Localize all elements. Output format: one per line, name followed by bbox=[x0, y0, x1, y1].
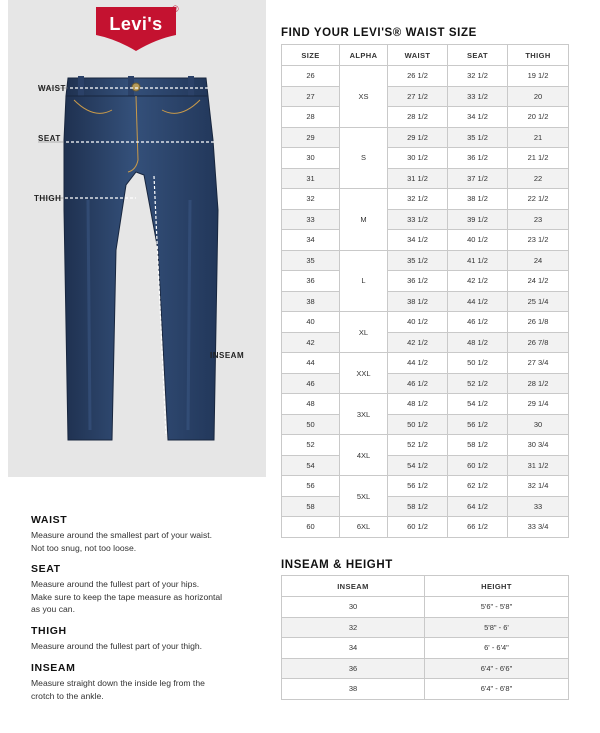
seat-cell: 58 1/2 bbox=[448, 435, 508, 456]
seat-cell: 41 1/2 bbox=[448, 250, 508, 271]
waist-cell: 31 1/2 bbox=[388, 168, 448, 189]
seat-cell: 34 1/2 bbox=[448, 107, 508, 128]
table-row bbox=[282, 638, 569, 659]
alpha-cell: M bbox=[340, 189, 388, 251]
inseam-cell: 32 bbox=[282, 617, 425, 638]
waist-cell: 30 1/2 bbox=[388, 148, 448, 169]
table-row bbox=[282, 679, 569, 700]
waist-cell: 29 1/2 bbox=[388, 127, 448, 148]
seat-cell: 37 1/2 bbox=[448, 168, 508, 189]
logo-wordmark: Levi's bbox=[109, 14, 163, 34]
waist-description-line: Not too snug, not too loose. bbox=[31, 542, 137, 553]
thigh-cell: 32 1/4 bbox=[508, 476, 569, 497]
jeans-figure-panel bbox=[8, 0, 266, 477]
inseam-description-line: crotch to the ankle. bbox=[31, 690, 104, 701]
waist-cell: 52 1/2 bbox=[388, 435, 448, 456]
waist-figure-label: WAIST bbox=[38, 84, 66, 93]
thigh-cell: 33 3/4 bbox=[508, 517, 569, 538]
waist-cell: 34 1/2 bbox=[388, 230, 448, 251]
height-cell: 5'6" - 5'8" bbox=[425, 597, 569, 618]
inseam-table-header-row bbox=[282, 576, 569, 597]
height-cell: 6' - 6'4" bbox=[425, 638, 569, 659]
table-row bbox=[282, 230, 569, 251]
thigh-cell: 19 1/2 bbox=[508, 66, 569, 87]
alpha-cell: 3XL bbox=[340, 394, 388, 435]
seat-description-line: Make sure to keep the tape measure as horizontal bbox=[31, 591, 223, 602]
table-row bbox=[282, 332, 569, 353]
seat-cell: 52 1/2 bbox=[448, 373, 508, 394]
alpha-cell: XS bbox=[340, 66, 388, 128]
waist-cell: 28 1/2 bbox=[388, 107, 448, 128]
thigh-cell: 24 bbox=[508, 250, 569, 271]
size-cell: 38 bbox=[282, 291, 340, 312]
seat-cell: 40 1/2 bbox=[448, 230, 508, 251]
table-row bbox=[282, 127, 569, 148]
alpha-cell: XXL bbox=[340, 353, 388, 394]
size-cell: 54 bbox=[282, 455, 340, 476]
header-inseam: INSEAM bbox=[282, 576, 425, 597]
alpha-cell: 4XL bbox=[340, 435, 388, 476]
seat-cell: 64 1/2 bbox=[448, 496, 508, 517]
size-cell: 30 bbox=[282, 148, 340, 169]
waist-cell: 44 1/2 bbox=[388, 353, 448, 374]
table-row bbox=[282, 66, 569, 87]
size-cell: 42 bbox=[282, 332, 340, 353]
seat-cell: 50 1/2 bbox=[448, 353, 508, 374]
table-row bbox=[282, 455, 569, 476]
size-cell: 29 bbox=[282, 127, 340, 148]
header-alpha: ALPHA bbox=[340, 45, 388, 66]
seat-cell: 66 1/2 bbox=[448, 517, 508, 538]
waist-cell: 58 1/2 bbox=[388, 496, 448, 517]
alpha-cell: 5XL bbox=[340, 476, 388, 517]
size-cell: 33 bbox=[282, 209, 340, 230]
seat-cell: 60 1/2 bbox=[448, 455, 508, 476]
thigh-cell: 21 1/2 bbox=[508, 148, 569, 169]
inseam-description-line: Measure straight down the inside leg from the bbox=[31, 678, 205, 688]
seat-cell: 56 1/2 bbox=[448, 414, 508, 435]
table-row bbox=[282, 250, 569, 271]
table-row bbox=[282, 107, 569, 128]
waist-description-title: WAIST bbox=[31, 514, 68, 526]
waist-size-table bbox=[281, 44, 569, 538]
alpha-cell: S bbox=[340, 127, 388, 189]
table-row bbox=[282, 496, 569, 517]
waist-cell: 48 1/2 bbox=[388, 394, 448, 415]
thigh-cell: 20 bbox=[508, 86, 569, 107]
thigh-cell: 28 1/2 bbox=[508, 373, 569, 394]
waist-cell: 32 1/2 bbox=[388, 189, 448, 210]
inseam-figure-label: INSEAM bbox=[210, 351, 245, 360]
thigh-cell: 24 1/2 bbox=[508, 271, 569, 292]
seat-cell: 39 1/2 bbox=[448, 209, 508, 230]
inseam-cell: 34 bbox=[282, 638, 425, 659]
inseam-table-body bbox=[282, 597, 569, 700]
alpha-cell: 6XL bbox=[340, 517, 388, 538]
inseam-table-title: INSEAM & HEIGHT bbox=[281, 559, 393, 571]
alpha-cell: XL bbox=[340, 312, 388, 353]
size-cell: 31 bbox=[282, 168, 340, 189]
seat-cell: 54 1/2 bbox=[448, 394, 508, 415]
thigh-description-title: THIGH bbox=[31, 625, 67, 637]
waist-cell: 54 1/2 bbox=[388, 455, 448, 476]
waist-table-header-row bbox=[282, 45, 569, 66]
size-cell: 44 bbox=[282, 353, 340, 374]
table-row bbox=[282, 148, 569, 169]
header-waist: WAIST bbox=[388, 45, 448, 66]
table-row bbox=[282, 476, 569, 497]
waist-cell: 38 1/2 bbox=[388, 291, 448, 312]
waist-cell: 56 1/2 bbox=[388, 476, 448, 497]
table-row bbox=[282, 168, 569, 189]
size-cell: 27 bbox=[282, 86, 340, 107]
thigh-description-line: Measure around the fullest part of your thigh. bbox=[31, 641, 203, 651]
waist-cell: 36 1/2 bbox=[388, 271, 448, 292]
height-cell: 6'4" - 6'8" bbox=[425, 679, 569, 700]
table-row bbox=[282, 373, 569, 394]
table-row bbox=[282, 312, 569, 333]
seat-description-title: SEAT bbox=[31, 563, 61, 575]
thigh-cell: 29 1/4 bbox=[508, 394, 569, 415]
waist-description bbox=[31, 514, 251, 554]
table-row bbox=[282, 414, 569, 435]
seat-description-line: Measure around the fullest part of your hips. bbox=[31, 579, 200, 589]
seat-cell: 42 1/2 bbox=[448, 271, 508, 292]
table-row bbox=[282, 597, 569, 618]
seat-cell: 62 1/2 bbox=[448, 476, 508, 497]
thigh-cell: 30 3/4 bbox=[508, 435, 569, 456]
seat-description-line: as you can. bbox=[31, 604, 75, 614]
size-cell: 58 bbox=[282, 496, 340, 517]
height-cell: 5'8" - 6' bbox=[425, 617, 569, 638]
thigh-cell: 21 bbox=[508, 127, 569, 148]
header-height: HEIGHT bbox=[425, 576, 569, 597]
thigh-cell: 20 1/2 bbox=[508, 107, 569, 128]
size-cell: 28 bbox=[282, 107, 340, 128]
thigh-cell: 22 bbox=[508, 168, 569, 189]
size-cell: 50 bbox=[282, 414, 340, 435]
thigh-figure-label: THIGH bbox=[34, 194, 62, 203]
thigh-cell: 23 bbox=[508, 209, 569, 230]
jeans-illustration bbox=[8, 0, 266, 477]
seat-figure-label: SEAT bbox=[38, 134, 61, 143]
inseam-height-table bbox=[281, 575, 569, 700]
thigh-cell: 26 7/8 bbox=[508, 332, 569, 353]
table-row bbox=[282, 617, 569, 638]
waist-cell: 60 1/2 bbox=[388, 517, 448, 538]
seat-cell: 32 1/2 bbox=[448, 66, 508, 87]
inseam-description bbox=[31, 662, 251, 702]
waist-cell: 27 1/2 bbox=[388, 86, 448, 107]
waist-cell: 40 1/2 bbox=[388, 312, 448, 333]
size-cell: 32 bbox=[282, 189, 340, 210]
size-cell: 36 bbox=[282, 271, 340, 292]
size-cell: 46 bbox=[282, 373, 340, 394]
table-row bbox=[282, 86, 569, 107]
seat-cell: 35 1/2 bbox=[448, 127, 508, 148]
thigh-cell: 22 1/2 bbox=[508, 189, 569, 210]
table-row bbox=[282, 658, 569, 679]
thigh-description bbox=[31, 625, 251, 653]
size-cell: 40 bbox=[282, 312, 340, 333]
table-row bbox=[282, 517, 569, 538]
seat-cell: 38 1/2 bbox=[448, 189, 508, 210]
waist-cell: 42 1/2 bbox=[388, 332, 448, 353]
waist-table-title: FIND YOUR LEVI'S® WAIST SIZE bbox=[281, 27, 477, 39]
seat-description bbox=[31, 563, 251, 616]
thigh-cell: 26 1/8 bbox=[508, 312, 569, 333]
table-row bbox=[282, 394, 569, 415]
waist-description-line: Measure around the smallest part of your waist. bbox=[31, 530, 213, 540]
table-row bbox=[282, 435, 569, 456]
height-cell: 6'4" - 6'6" bbox=[425, 658, 569, 679]
table-row bbox=[282, 189, 569, 210]
header-seat: SEAT bbox=[448, 45, 508, 66]
header-thigh: THIGH bbox=[508, 45, 569, 66]
size-cell: 35 bbox=[282, 250, 340, 271]
table-row bbox=[282, 353, 569, 374]
thigh-cell: 33 bbox=[508, 496, 569, 517]
thigh-cell: 30 bbox=[508, 414, 569, 435]
waist-cell: 50 1/2 bbox=[388, 414, 448, 435]
size-cell: 52 bbox=[282, 435, 340, 456]
seat-cell: 48 1/2 bbox=[448, 332, 508, 353]
thigh-cell: 27 3/4 bbox=[508, 353, 569, 374]
table-row bbox=[282, 271, 569, 292]
seat-cell: 44 1/2 bbox=[448, 291, 508, 312]
alpha-cell: L bbox=[340, 250, 388, 312]
waist-cell: 35 1/2 bbox=[388, 250, 448, 271]
table-row bbox=[282, 209, 569, 230]
header-size: SIZE bbox=[282, 45, 340, 66]
inseam-description-title: INSEAM bbox=[31, 662, 76, 674]
waist-cell: 26 1/2 bbox=[388, 66, 448, 87]
waist-table-body bbox=[282, 66, 569, 538]
size-cell: 26 bbox=[282, 66, 340, 87]
thigh-cell: 31 1/2 bbox=[508, 455, 569, 476]
size-cell: 56 bbox=[282, 476, 340, 497]
inseam-cell: 30 bbox=[282, 597, 425, 618]
seat-cell: 46 1/2 bbox=[448, 312, 508, 333]
inseam-cell: 38 bbox=[282, 679, 425, 700]
thigh-cell: 23 1/2 bbox=[508, 230, 569, 251]
size-cell: 60 bbox=[282, 517, 340, 538]
size-cell: 34 bbox=[282, 230, 340, 251]
waist-cell: 46 1/2 bbox=[388, 373, 448, 394]
seat-cell: 36 1/2 bbox=[448, 148, 508, 169]
inseam-cell: 36 bbox=[282, 658, 425, 679]
seat-cell: 33 1/2 bbox=[448, 86, 508, 107]
table-row bbox=[282, 291, 569, 312]
thigh-cell: 25 1/4 bbox=[508, 291, 569, 312]
waist-cell: 33 1/2 bbox=[388, 209, 448, 230]
size-cell: 48 bbox=[282, 394, 340, 415]
registered-mark: ® bbox=[172, 4, 179, 14]
